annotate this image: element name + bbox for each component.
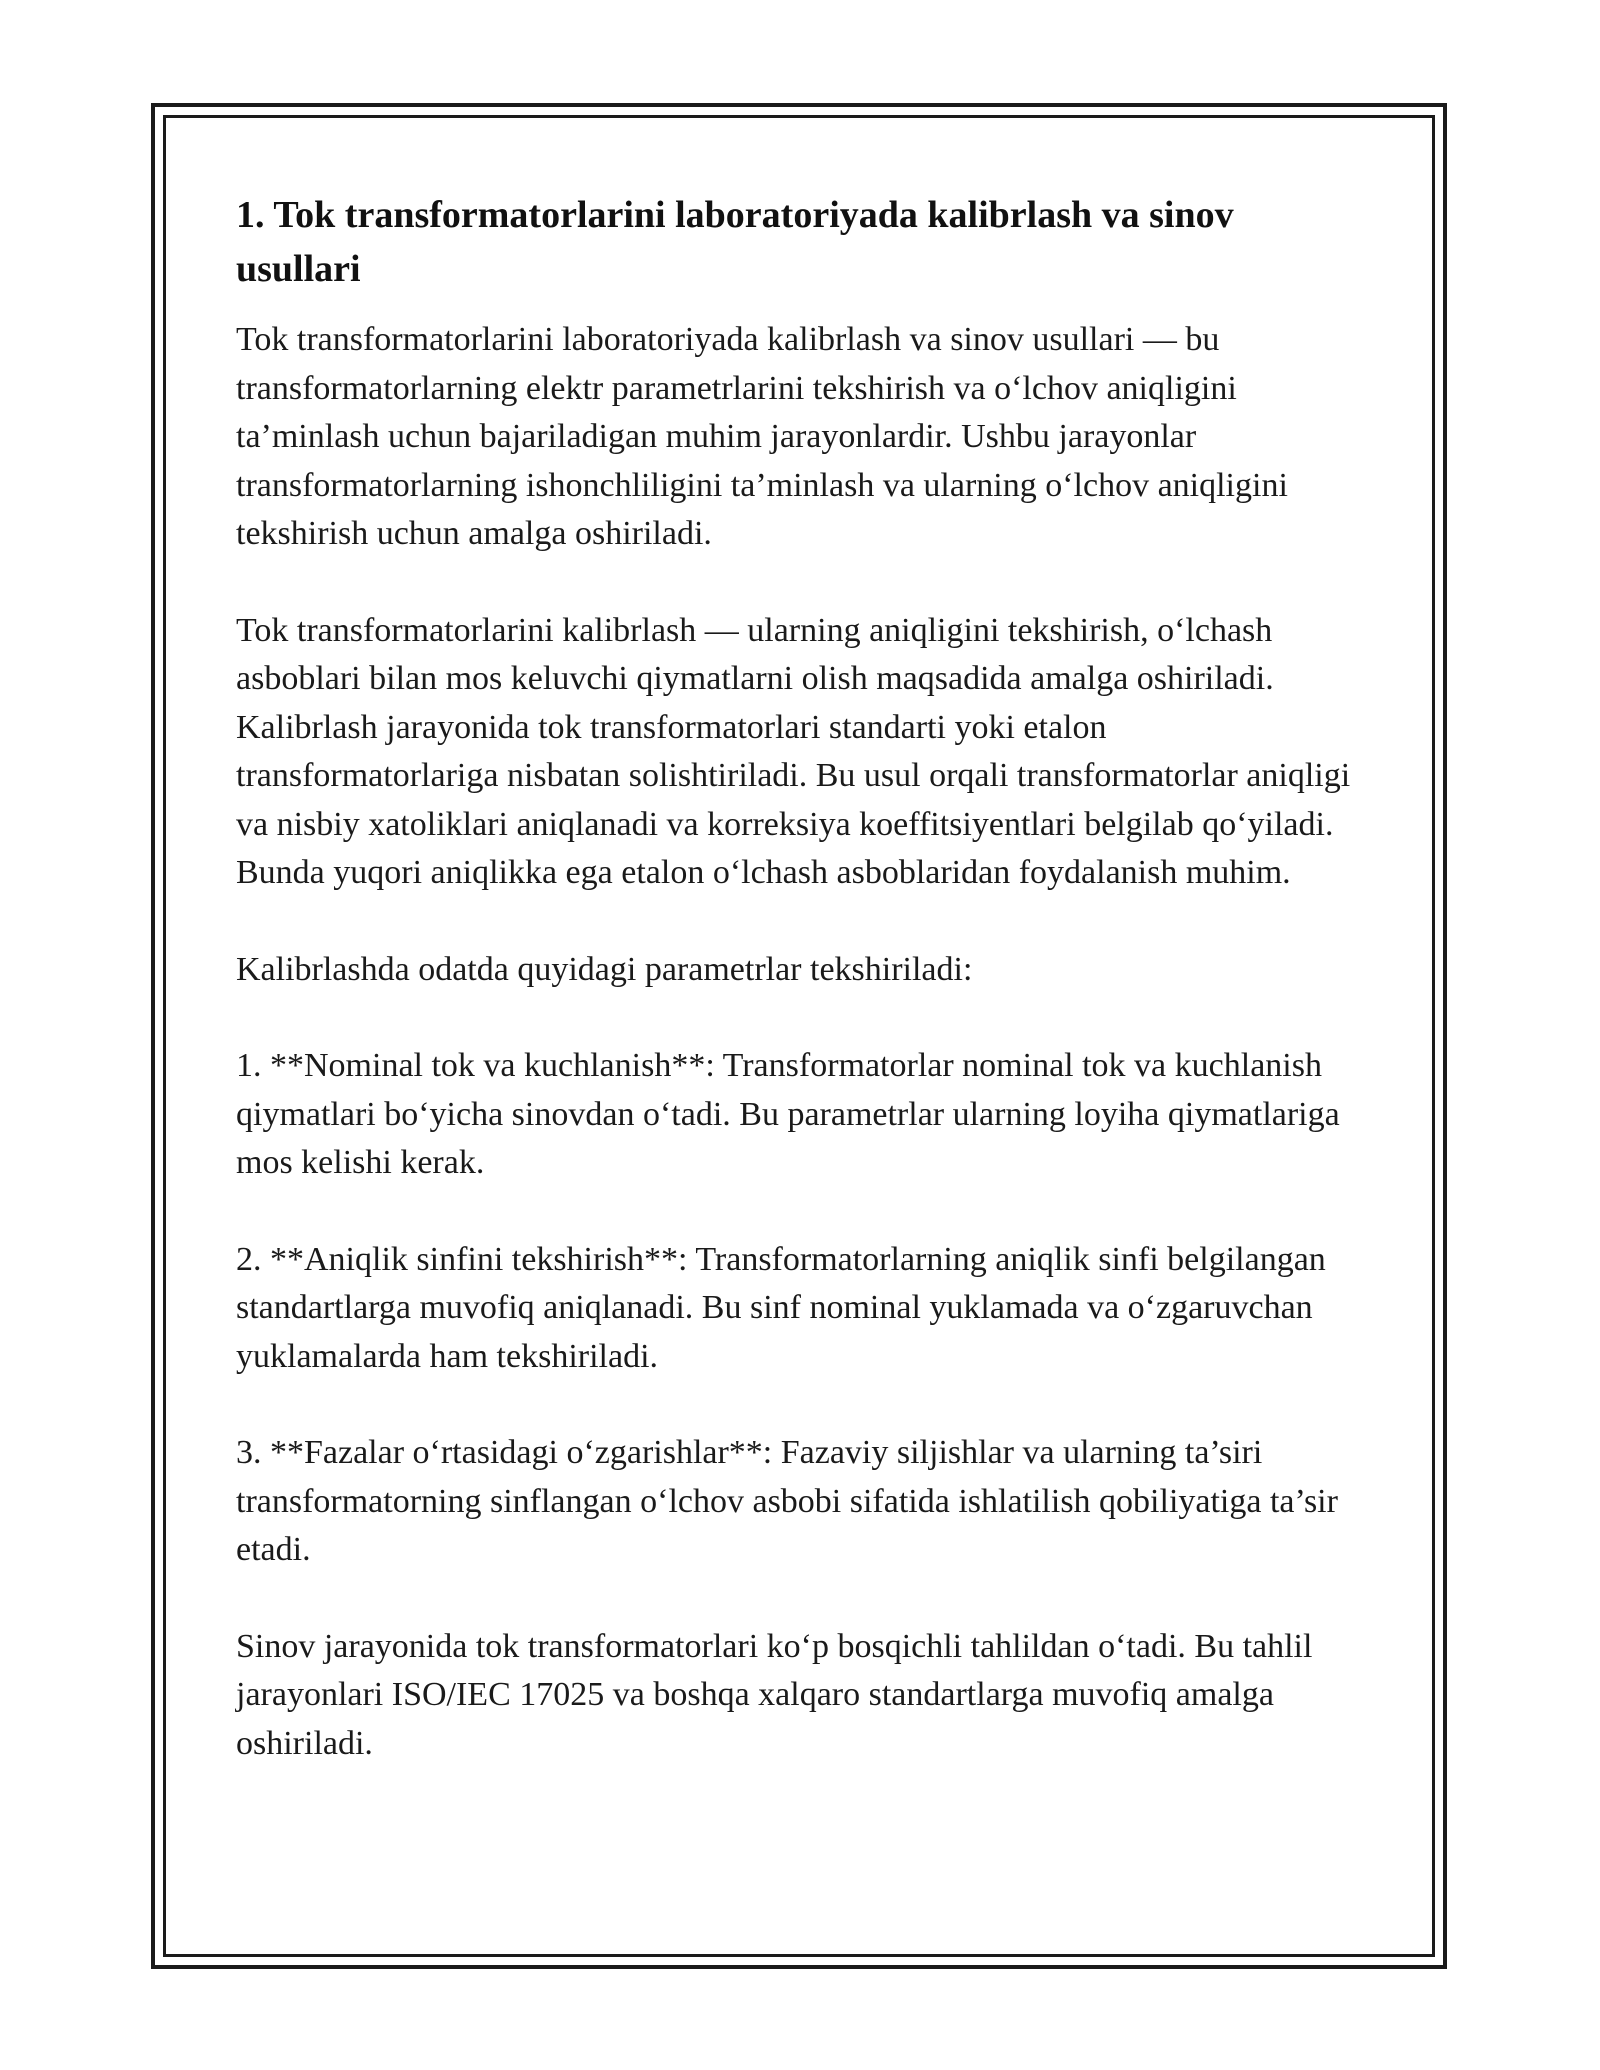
- paragraph-testing: Sinov jarayonida tok transformatorlari ko‘p bosqichli tahlildan o‘tadi. Bu tahlil jarayonlari ISO/IEC 17025 va boshqa xalqaro standartlarga muvofiq amalga oshiriladi.: [236, 1627, 1313, 1762]
- list-item-accuracy-class: 2. **Aniqlik sinfini tekshirish**: Transformatorlarning aniqlik sinfi belgilangan standartlarga muvofiq aniqlanadi. Bu sinf nominal yuklamada va o‘zgaruvchan yuklamalarda ham tekshiriladi.: [236, 1240, 1326, 1375]
- section-heading: 1. Tok transformatorlarini laboratoriyada kalibrlash va sinov usullari: [236, 194, 1234, 290]
- list-item-nominal: 1. **Nominal tok va kuchlanish**: Transformatorlar nominal tok va kuchlanish qiymatlari bo‘yicha sinovdan o‘tadi. Bu parametrlar ularning loyiha qiymatlariga mos kelishi kerak.: [236, 1047, 1340, 1181]
- paragraph-intro: Tok transformatorlarini laboratoriyada kalibrlash va sinov usullari — bu transformatorlarning elektr parametrlarini tekshirish va o‘lchov aniqligini ta’minlash uchun bajariladigan muhim jarayonlardir. Ushbu jarayonlar transformatorlarning ishonchliligini ta’minlash va ularning o‘lchov aniqligini tekshirish uchun amalga oshiriladi.: [236, 321, 1288, 552]
- paragraph-parameters-intro: Kalibrlashda odatda quyidagi parametrlar tekshiriladi:: [236, 950, 973, 988]
- list-item-phase-shift: 3. **Fazalar o‘rtasidagi o‘zgarishlar**: Fazaviy siljishlar va ularning ta’siri transformatorning sinflangan o‘lchov asbobi sifatida ishlatilish qobiliyatiga ta’sir etadi.: [236, 1434, 1338, 1568]
- document-body: [236, 188, 1366, 1816]
- paragraph-calibration: Tok transformatorlarini kalibrlash — ularning aniqligini tekshirish, o‘lchash asboblari bilan mos keluvchi qiymatlarni olish maqsadida amalga oshiriladi. Kalibrlash jarayonida tok transformatorlari standarti yoki etalon transformatorlariga nisbatan solishtiriladi. Bu usul orqali transformatorlar aniqligi va nisbiy xatoliklari aniqlanadi va korreksiya koeffitsiyentlari belgilab qo‘yiladi. Bunda yuqori aniqlikka ega etalon o‘lchash asboblaridan foydalanish muhim.: [236, 611, 1351, 891]
